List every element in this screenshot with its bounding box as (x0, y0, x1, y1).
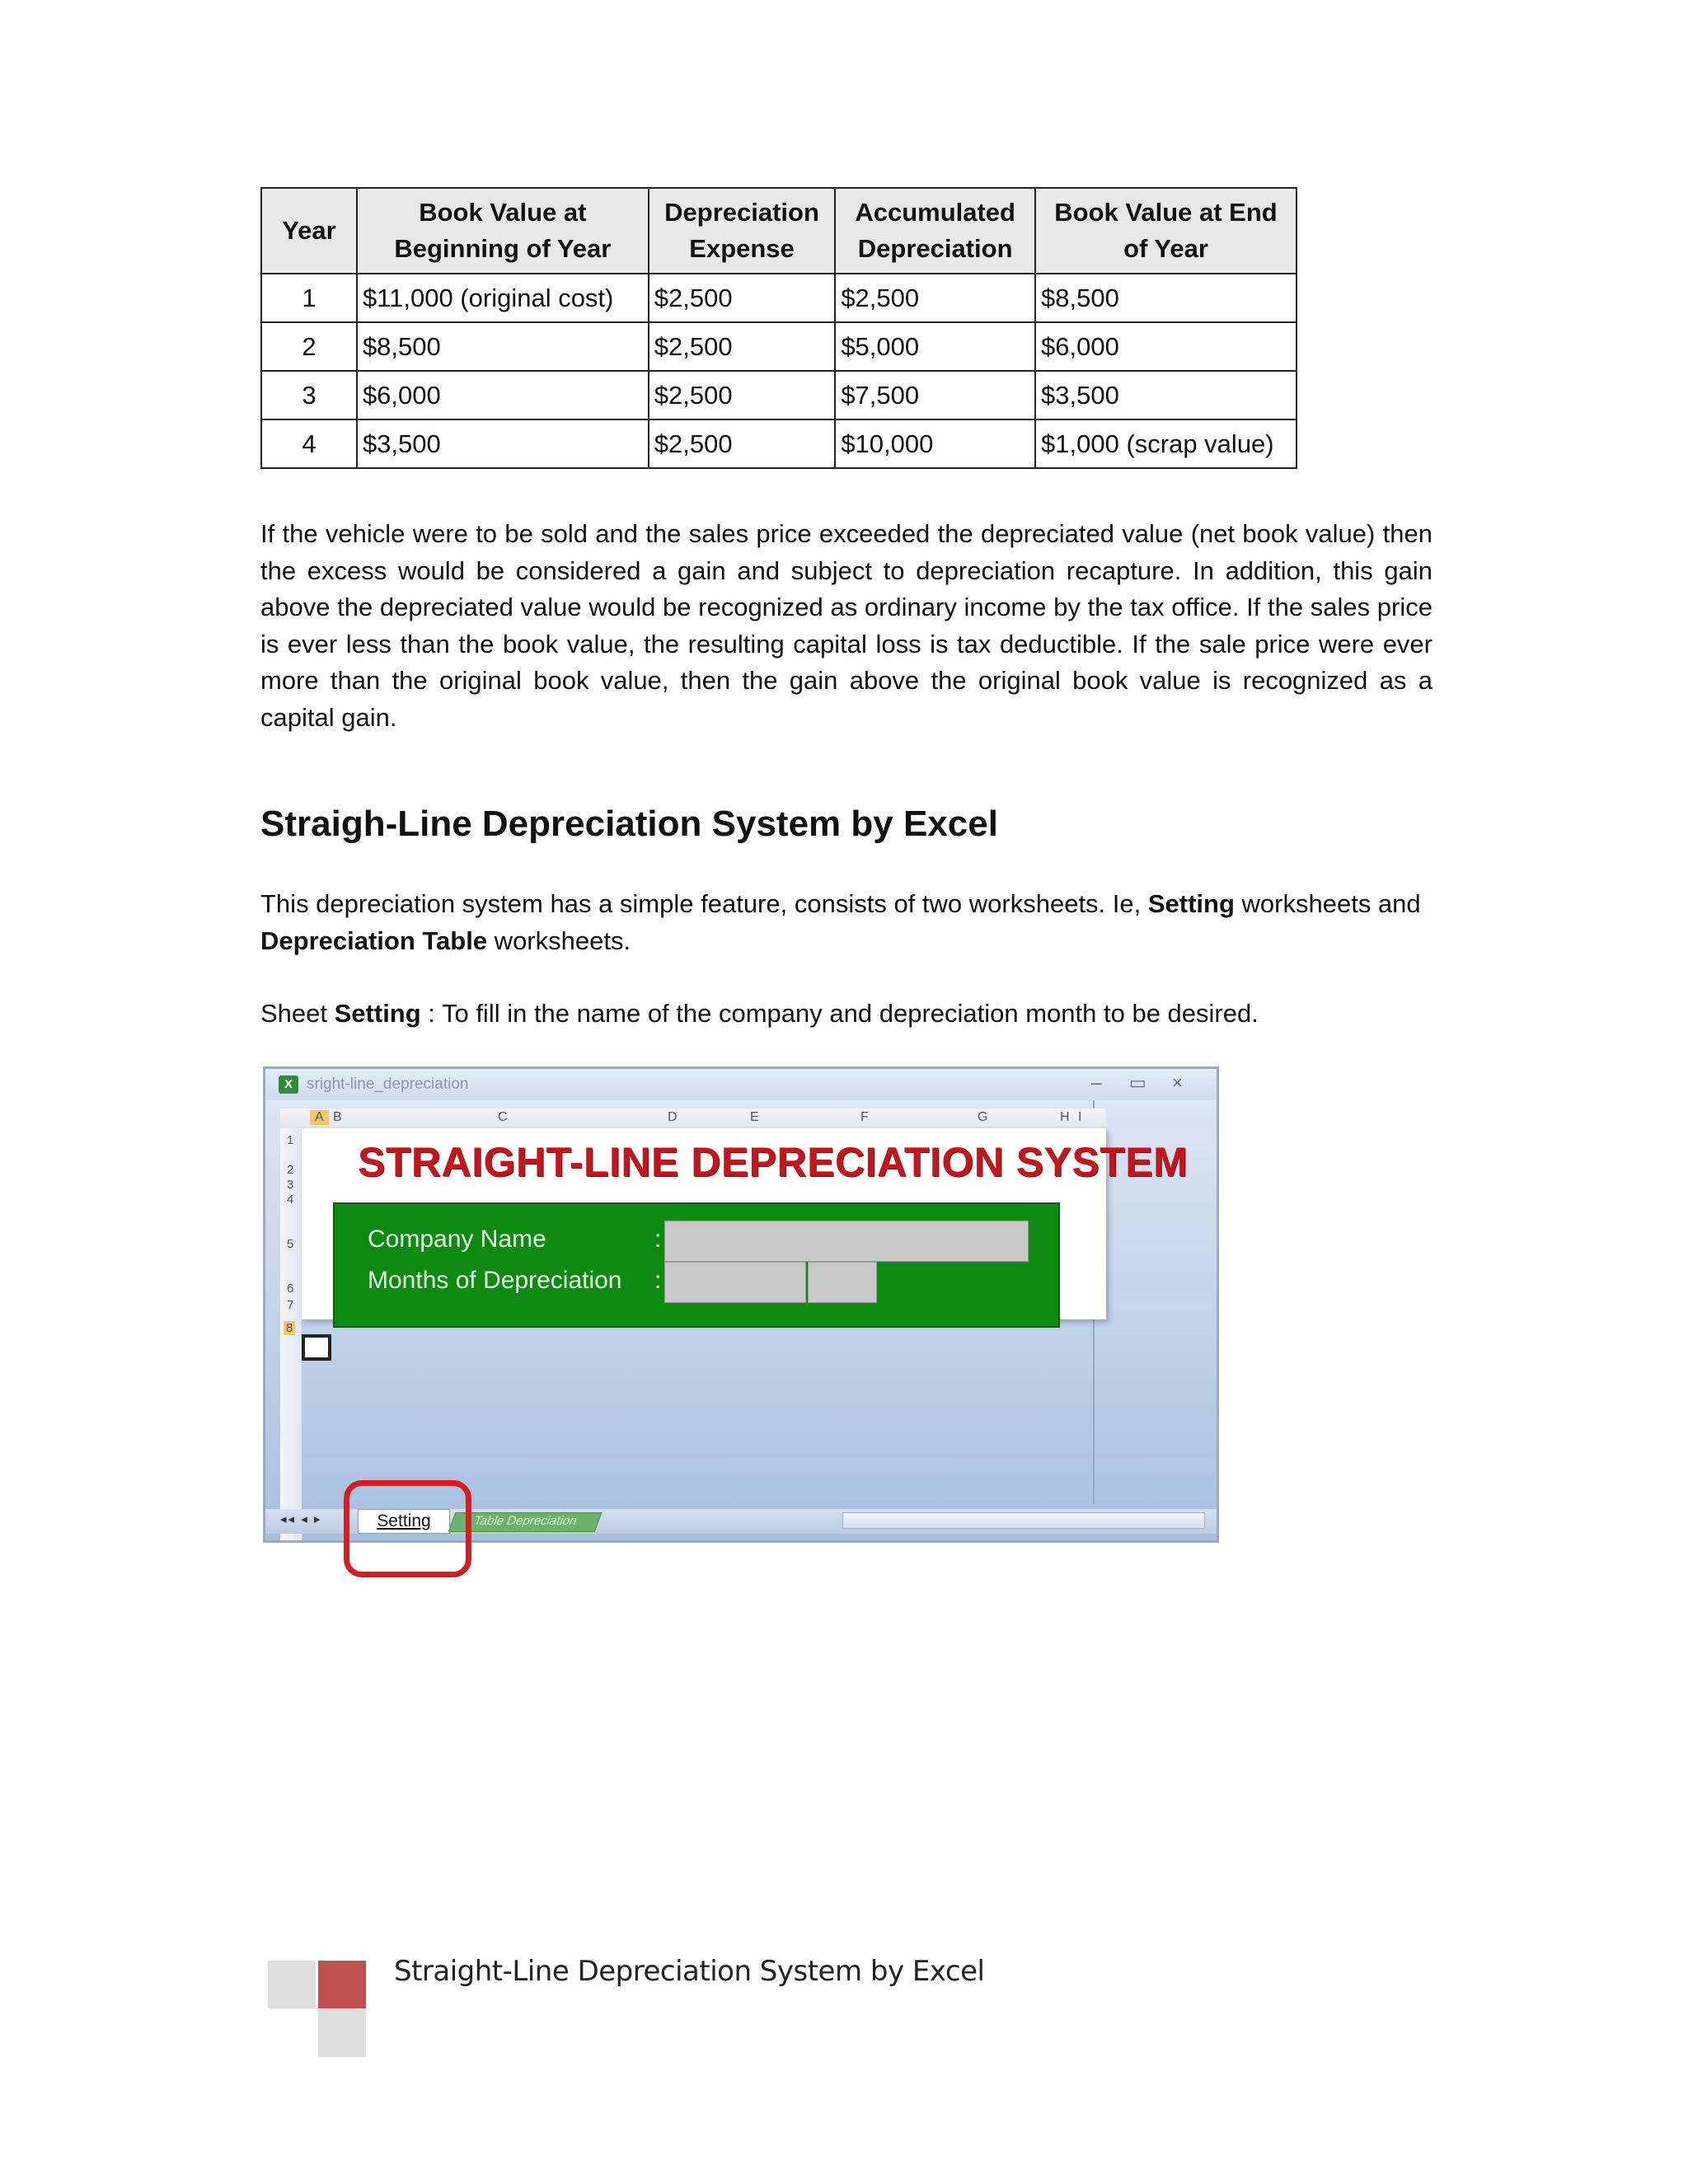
months-input[interactable] (664, 1262, 806, 1303)
footer-square-gray (268, 1961, 316, 2008)
cell-book-value-end: $8,500 (1035, 274, 1296, 322)
cell-book-value-beginning: $11,000 (original cost) (357, 274, 649, 322)
footer-title: Straight-Line Depreciation System by Excel (394, 1955, 985, 1988)
column-headers (280, 1108, 1106, 1129)
section-heading: Straigh-Line Depreciation System by Excel (260, 804, 998, 844)
cell-accumulated-depreciation: $7,500 (835, 371, 1035, 419)
column-header-e[interactable]: E (750, 1110, 759, 1124)
cell-depreciation-expense: $2,500 (649, 419, 836, 468)
row-header-3[interactable]: 3 (287, 1178, 294, 1192)
header-year: Year (261, 188, 357, 274)
header-book-value-beginning: Book Value at Beginning of Year (357, 188, 649, 274)
table-row (261, 274, 1296, 322)
row-header-8[interactable]: 8 (284, 1321, 295, 1335)
tab-setting[interactable]: Setting (358, 1509, 450, 1534)
paragraph-sheet-setting (260, 996, 1432, 1033)
header-book-value-end: Book Value at End of Year (1035, 188, 1296, 274)
months-of-depreciation-label: Months of Depreciation (368, 1267, 622, 1294)
row-header-6[interactable]: 6 (287, 1282, 294, 1296)
highlight-circle (344, 1480, 471, 1577)
months-unit-cell[interactable] (808, 1262, 877, 1303)
cell-year: 3 (261, 371, 357, 419)
row-header-5[interactable]: 5 (287, 1237, 294, 1251)
cell-accumulated-depreciation: $10,000 (835, 419, 1035, 468)
paragraph-worksheets (260, 886, 1432, 959)
table-header-row (261, 188, 1296, 274)
window-title: sright-line_depreciation (307, 1076, 469, 1093)
text-span: This depreciation system has a simple feature, consists of two worksheets. Ie, (260, 889, 1148, 918)
cell-depreciation-expense: $2,500 (649, 322, 836, 371)
column-header-g[interactable]: G (978, 1110, 988, 1124)
row-headers (280, 1128, 302, 1543)
maximize-icon[interactable]: ▭ (1129, 1072, 1146, 1093)
depreciation-table (260, 187, 1297, 469)
colon: : (654, 1267, 662, 1294)
table-row (261, 419, 1296, 468)
text-span: worksheets and (1234, 889, 1421, 918)
header-depreciation-expense: Depreciation Expense (649, 188, 836, 274)
colon: : (654, 1226, 662, 1253)
cell-depreciation-expense: $2,500 (649, 274, 836, 322)
close-icon[interactable]: × (1172, 1072, 1183, 1093)
column-header-c[interactable]: C (498, 1110, 508, 1124)
cell-book-value-end: $3,500 (1035, 371, 1296, 419)
cell-book-value-beginning: $8,500 (357, 322, 649, 371)
cell-book-value-end: $6,000 (1035, 322, 1296, 371)
table-row (261, 322, 1296, 371)
column-header-h[interactable]: H (1060, 1110, 1070, 1124)
minimize-icon[interactable]: – (1091, 1072, 1102, 1093)
column-header-b[interactable]: B (333, 1110, 342, 1124)
cell-book-value-beginning: $3,500 (357, 419, 649, 468)
table-row (261, 371, 1296, 419)
column-header-i[interactable]: I (1078, 1110, 1082, 1124)
cell-accumulated-depreciation: $2,500 (835, 274, 1035, 322)
cell-book-value-beginning: $6,000 (357, 371, 649, 419)
footer-square-gray (318, 2009, 366, 2057)
bold-depreciation-table: Depreciation Table (260, 926, 488, 955)
bold-setting: Setting (334, 999, 421, 1028)
cell-year: 1 (261, 274, 357, 322)
selected-cell[interactable] (302, 1334, 331, 1361)
sheet-nav-arrows[interactable]: ◂◂ ◂ ▸ (280, 1512, 322, 1526)
row-header-7[interactable]: 7 (287, 1298, 294, 1312)
text-span: Sheet (260, 999, 335, 1028)
paragraph-gain-explanation: If the vehicle were to be sold and the sales price exceeded the depreciated value (net book value) then the excess would be considered a gain and subject to depreciation recapture. In addition, this gain above the depreciated value would be recognized as ordinary income by the tax office. If the sales price is ever less than the book value, the resulting capital loss is tax deductible. If the sale price were ever more than the original book value, then the gain above the original book value is recognized as a capital gain. (260, 519, 1432, 732)
header-accumulated-depreciation: Accumulated Depreciation (835, 188, 1035, 274)
cell-depreciation-expense: $2,500 (649, 371, 836, 419)
text-span: : To fill in the name of the company and depreciation month to be desired. (420, 999, 1259, 1028)
system-title: STRAIGHT-LINE DEPRECIATION SYSTEM (358, 1139, 1189, 1185)
excel-screenshot (263, 1066, 1219, 1543)
text-span: worksheets. (487, 926, 631, 955)
cell-year: 2 (261, 322, 357, 371)
cell-year: 4 (261, 419, 357, 468)
cell-accumulated-depreciation: $5,000 (835, 322, 1035, 371)
row-header-2[interactable]: 2 (287, 1163, 294, 1177)
row-header-4[interactable]: 4 (287, 1193, 294, 1207)
column-header-f[interactable]: F (860, 1110, 869, 1124)
column-header-a[interactable]: A (310, 1110, 329, 1125)
row-header-1[interactable]: 1 (287, 1133, 294, 1147)
excel-icon: X (279, 1076, 298, 1094)
company-name-label: Company Name (368, 1226, 546, 1253)
cell-book-value-end: $1,000 (scrap value) (1035, 419, 1296, 468)
column-header-d[interactable]: D (668, 1110, 678, 1124)
footer-square-red (318, 1961, 366, 2008)
tab-table-depreciation[interactable]: Table Depreciation (448, 1512, 603, 1532)
company-name-input[interactable] (664, 1221, 1029, 1262)
horizontal-scrollbar[interactable] (842, 1512, 1205, 1529)
window-titlebar (265, 1069, 1217, 1100)
bold-setting: Setting (1147, 889, 1235, 918)
settings-panel (333, 1202, 1060, 1328)
